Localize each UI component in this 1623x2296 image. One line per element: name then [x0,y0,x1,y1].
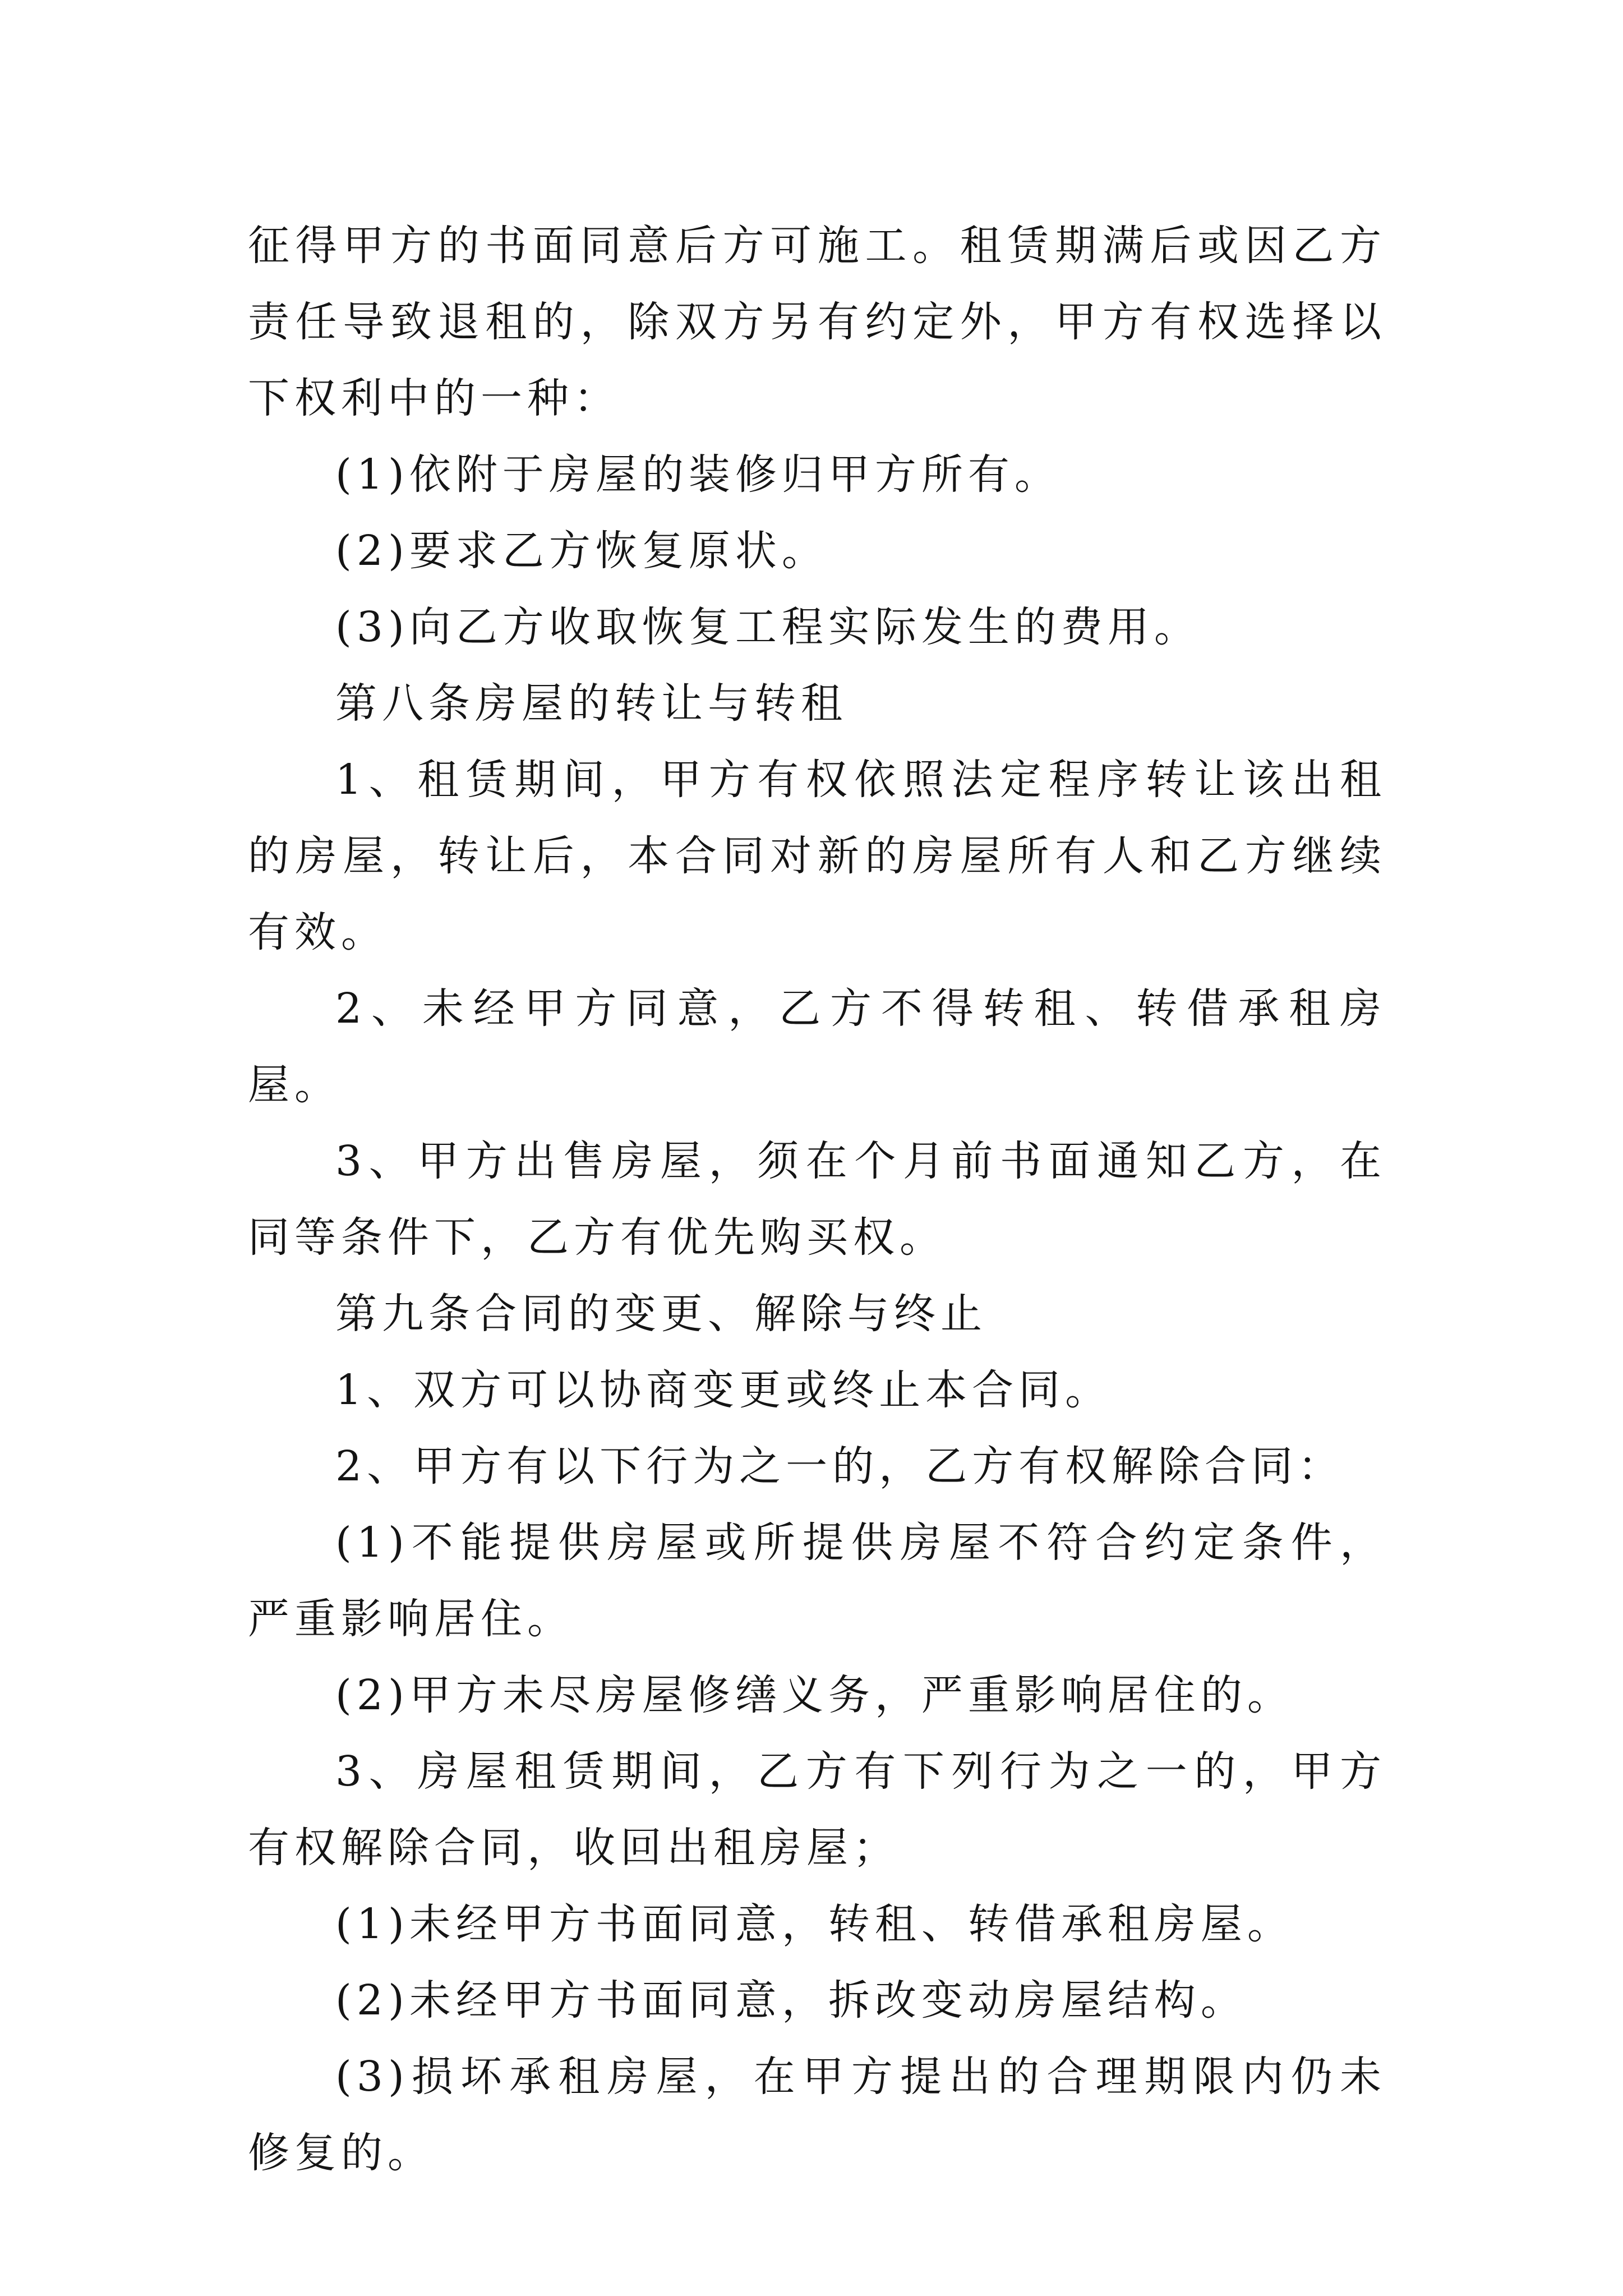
section-heading: 第九条合同的变更、解除与终止 [335,1290,987,1338]
paragraph-item: (1)依附于房屋的装修归甲方所有。 [335,450,1061,499]
paragraph-item: (2)要求乙方恢复原状。 [335,527,828,575]
paragraph-continuation: 征得甲方的书面同意后方可施工。租赁期满后或因乙方责任导致退租的，除双方另有约定外，甲方有权选择以下权利中的一种： [248,222,1386,422]
paragraph-item: (1)未经甲方书面同意，转租、转借承租房屋。 [335,1900,1294,1948]
paragraph-item: 3、房屋租赁期间，乙方有下列行为之一的，甲方有权解除合同，收回出租房屋； [248,1747,1386,1872]
document-body [248,208,1386,2191]
section-heading: 第八条房屋的转让与转租 [335,679,847,728]
paragraph-item: (3)向乙方收取恢复工程实际发生的费用。 [335,603,1201,651]
paragraph-item: 1、租赁期间，甲方有权依照法定程序转让该出租的房屋，转让后，本合同对新的房屋所有人和乙方继续有效。 [248,756,1386,956]
paragraph-item: (2)甲方未尽房屋修缮义务，严重影响居住的。 [335,1671,1294,1719]
paragraph-item: (3)损坏承租房屋，在甲方提出的合理期限内仍未修复的。 [248,2053,1386,2177]
paragraph-item: 2、甲方有以下行为之一的，乙方有权解除合同： [335,1442,1345,1490]
paragraph-item: 1、双方可以协商变更或终止本合同。 [335,1366,1112,1414]
paragraph-item: (2)未经甲方书面同意，拆改变动房屋结构。 [335,1976,1247,2024]
paragraph-item: (1)不能提供房屋或所提供房屋不符合约定条件，严重影响居住。 [248,1519,1386,1643]
paragraph-item: 3、甲方出售房屋，须在个月前书面通知乙方，在同等条件下，乙方有优先购买权。 [248,1137,1386,1262]
paragraph-item: 2、未经甲方同意，乙方不得转租、转借承租房屋。 [248,984,1386,1109]
